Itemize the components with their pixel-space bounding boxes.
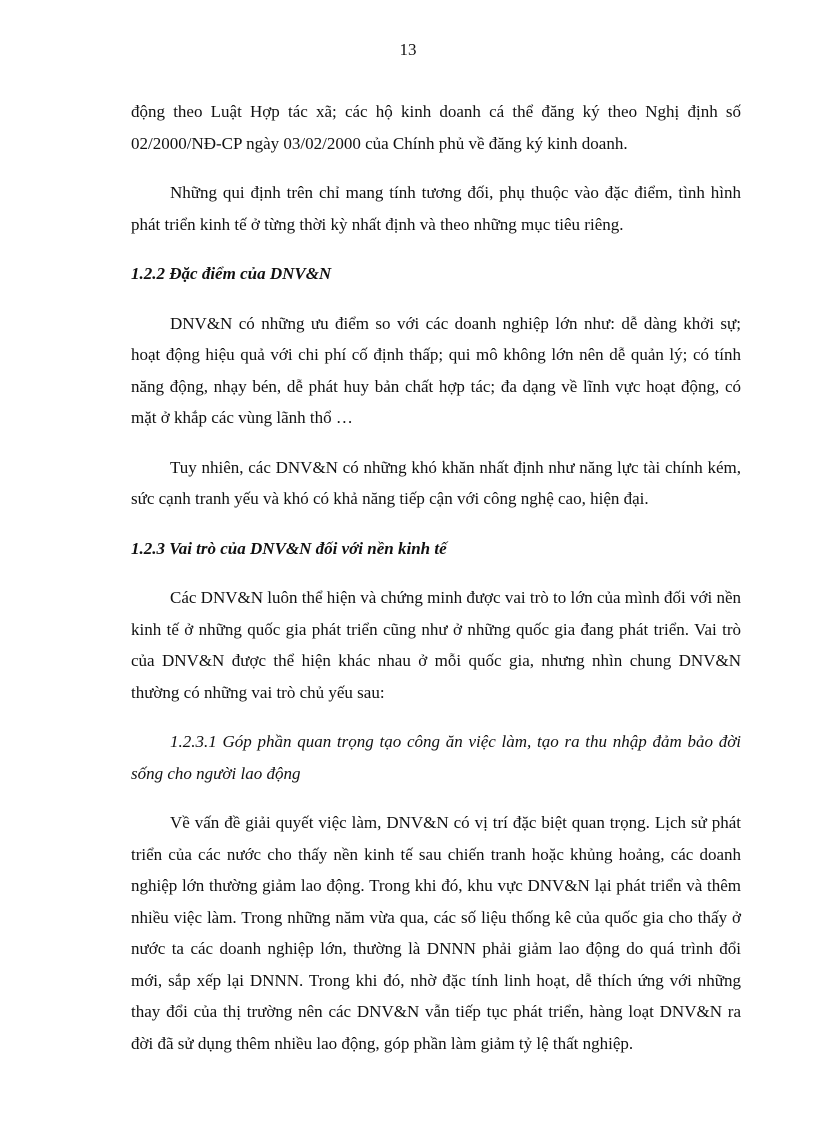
paragraph-employment: Về vấn đề giải quyết việc làm, DNV&N có vị trí đặc biệt quan trọng. Lịch sử phát triển của các nước cho thấy nền kinh tế sau chiến tranh hoặc khủng hoảng, các doanh nghiệp lớn thường giảm lao động. Trong khi đó, khu vực DNV&N lại phát triển và thêm nhiều việc làm. Trong những năm vừa qua, các số liệu thống kê của quốc gia cho thấy ở nước ta các doanh nghiệp lớn, thường là DNNN phải giảm lao động do quá trình đổi mới, sắp xếp lại DNNN. Trong khi đó, nhờ đặc tính linh hoạt, dễ thích ứng với những thay đổi của thị trường nên các DNV&N vẫn tiếp tục phát triển, hàng loạt DNV&N ra đời đã sử dụng thêm nhiều lao động, góp phần làm giảm tỷ lệ thất nghiệp. (131, 813, 741, 1053)
section-heading-1-2-2: 1.2.2 Đặc điểm của DNV&N (131, 264, 332, 283)
subsection-heading-1-2-3-1: 1.2.3.1 Góp phần quan trọng tạo công ăn việc làm, tạo ra thu nhập đảm bảo đời sống cho người lao động (131, 732, 741, 783)
page-content (131, 96, 741, 1059)
paragraph-registration: động theo Luật Hợp tác xã; các hộ kinh doanh cá thể đăng ký theo Nghị định số 02/2000/NĐ-CP ngày 03/02/2000 của Chính phủ về đăng ký kinh doanh. (131, 102, 741, 153)
page-number: 13 (399, 40, 417, 59)
section-heading-1-2-3: 1.2.3 Vai trò của DNV&N đối với nền kinh tế (131, 538, 447, 558)
paragraph-relative-rules: Những qui định trên chỉ mang tính tương đối, phụ thuộc vào đặc điểm, tình hình phát triển kinh tế ở từng thời kỳ nhất định và theo những mục tiêu riêng. (131, 183, 741, 234)
paragraph-advantages: DNV&N có những ưu điểm so với các doanh nghiệp lớn như: dễ dàng khởi sự; hoạt động hiệu quả với chi phí cố định thấp; qui mô không lớn nên dễ quản lý; có tính năng động, nhạy bén, dễ phát huy bản chất hợp tác; đa dạng về lĩnh vực hoạt động, có mặt ở khắp các vùng lãnh thổ … (131, 313, 741, 427)
paragraph-difficulties: Tuy nhiên, các DNV&N có những khó khăn nhất định như năng lực tài chính kém, sức cạnh tranh yếu và khó có khả năng tiếp cận với công nghệ cao, hiện đại. (131, 457, 741, 508)
paragraph-role-overview: Các DNV&N luôn thể hiện và chứng minh được vai trò to lớn của mình đối với nền kinh tế ở những quốc gia phát triển cũng như ở những quốc gia đang phát triển. Vai trò của DNV&N được thể hiện khác nhau ở mỗi quốc gia, nhưng nhìn chung DNV&N thường có những vai trò chủ yếu sau: (131, 588, 741, 702)
